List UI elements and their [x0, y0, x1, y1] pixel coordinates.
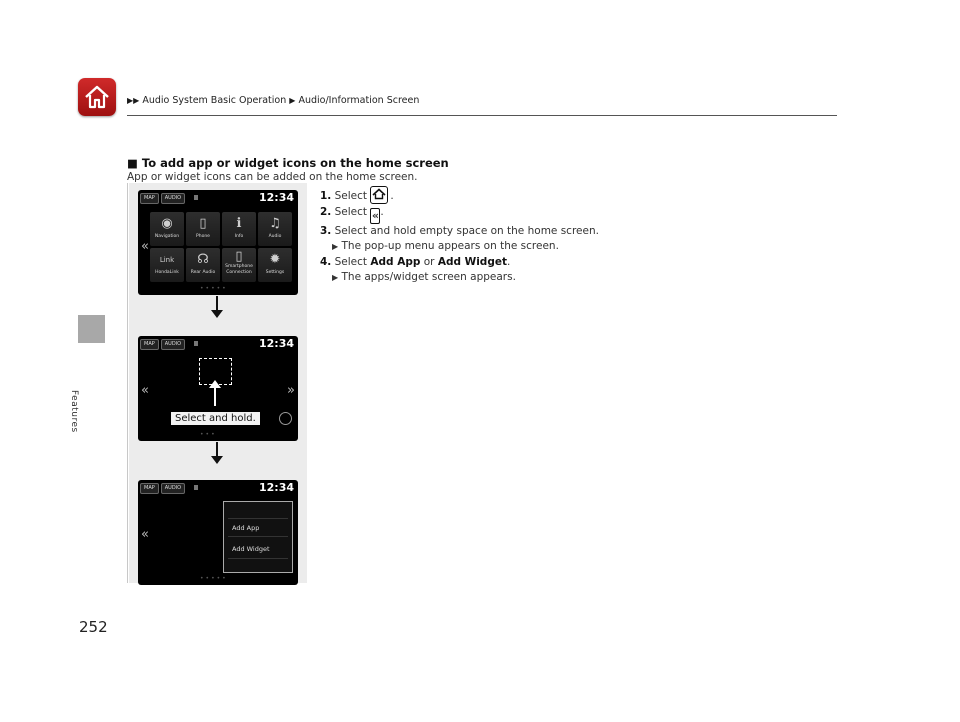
breadcrumb [127, 95, 419, 106]
headphones-icon: ☊ [197, 252, 209, 267]
gear-icon: ✹ [269, 252, 281, 267]
result-arrow-icon: ▶ [332, 273, 339, 282]
popup-screen-illustration [138, 480, 298, 585]
select-hold-callout: Select and hold. [171, 412, 260, 425]
home-icon [83, 83, 111, 111]
home-screen-illustration [138, 190, 298, 295]
info-icon: ℹ [236, 216, 242, 231]
tile-hondalink[interactable]: Link HondaLink [150, 248, 184, 282]
home-button-icon [370, 186, 388, 204]
page-dots: ••••• [200, 285, 228, 292]
add-app-button[interactable]: Add App [232, 524, 260, 532]
status-icon [194, 195, 198, 200]
map-button[interactable]: MAP [140, 193, 159, 204]
app-grid [150, 212, 294, 282]
apps-icon[interactable] [279, 412, 292, 425]
page-dots: ••••• [200, 575, 228, 582]
section-heading: ■ To add app or widget icons on the home screen [127, 156, 449, 170]
breadcrumb-arrow-icon: ▶▶ [127, 96, 140, 105]
popup-menu [223, 501, 293, 573]
hondalink-icon: Link [159, 256, 175, 264]
tile-settings[interactable]: ✹ Settings [258, 248, 292, 282]
home-button[interactable] [78, 78, 116, 116]
tile-rear-audio[interactable]: ☊ Rear Audio [186, 248, 220, 282]
tile-info[interactable]: ℹ Info [222, 212, 256, 246]
audio-button[interactable]: AUDIO [161, 483, 185, 494]
chevron-left-icon[interactable]: « [141, 527, 149, 542]
breadcrumb-arrow-icon: ▶ [289, 96, 296, 105]
tile-navigation[interactable]: ◉ Navigation [150, 212, 184, 246]
empty-home-screen-illustration [138, 336, 298, 441]
map-button[interactable]: MAP [140, 483, 159, 494]
step-3-result: ▶ The pop-up menu appears on the screen. [332, 240, 559, 252]
steps-list [320, 186, 600, 286]
up-arrow-icon [214, 386, 216, 406]
chevron-left-icon[interactable]: « [141, 239, 149, 254]
clock: 12:34 [258, 191, 294, 204]
phone-icon: ▯ [199, 216, 207, 231]
page-number: 252 [79, 618, 108, 636]
section-tab[interactable] [78, 315, 105, 343]
audio-button[interactable]: AUDIO [161, 193, 185, 204]
down-arrow-icon [216, 442, 218, 462]
status-icon [194, 485, 198, 490]
tile-audio[interactable]: ♫ Audio [258, 212, 292, 246]
step-2: 2. Select «. [320, 205, 384, 222]
down-arrow-icon [216, 296, 218, 316]
status-icon [194, 341, 198, 346]
margin-divider [127, 183, 128, 583]
smartphone-icon: ▯ [235, 249, 243, 264]
clock: 12:34 [258, 337, 294, 350]
step-3: 3. Select and hold empty space on the home screen. [320, 224, 599, 237]
navigation-icon: ◉ [161, 216, 173, 231]
popup-divider [228, 536, 288, 537]
map-button[interactable]: MAP [140, 339, 159, 350]
chevron-right-icon[interactable]: » [287, 383, 295, 398]
music-icon: ♫ [269, 216, 281, 231]
breadcrumb-item-audio-info[interactable]: Audio/Information Screen [298, 95, 420, 106]
step-4: 4. Select Add App or Add Widget. [320, 255, 511, 268]
chevron-left-icon[interactable]: « [141, 383, 149, 398]
tile-phone[interactable]: ▯ Phone [186, 212, 220, 246]
clock: 12:34 [258, 481, 294, 494]
chevron-left-icon: « [371, 208, 379, 222]
popup-divider [228, 558, 288, 559]
page-dots: ••• [200, 431, 217, 438]
square-bullet-icon: ■ [127, 156, 138, 170]
popup-divider [228, 518, 288, 519]
step-4-result: ▶ The apps/widget screen appears. [332, 271, 516, 283]
section-intro: App or widget icons can be added on the home screen. [127, 171, 418, 183]
step-1: 1. Select . [320, 186, 600, 205]
audio-button[interactable]: AUDIO [161, 339, 185, 350]
breadcrumb-item-audio-basic[interactable]: Audio System Basic Operation [142, 95, 287, 106]
result-arrow-icon: ▶ [332, 242, 339, 251]
tile-smartphone[interactable]: ▯ Smartphone Connection [222, 248, 256, 282]
header-divider [127, 115, 837, 116]
side-section-label: Features [69, 390, 79, 433]
add-widget-button[interactable]: Add Widget [232, 545, 270, 553]
